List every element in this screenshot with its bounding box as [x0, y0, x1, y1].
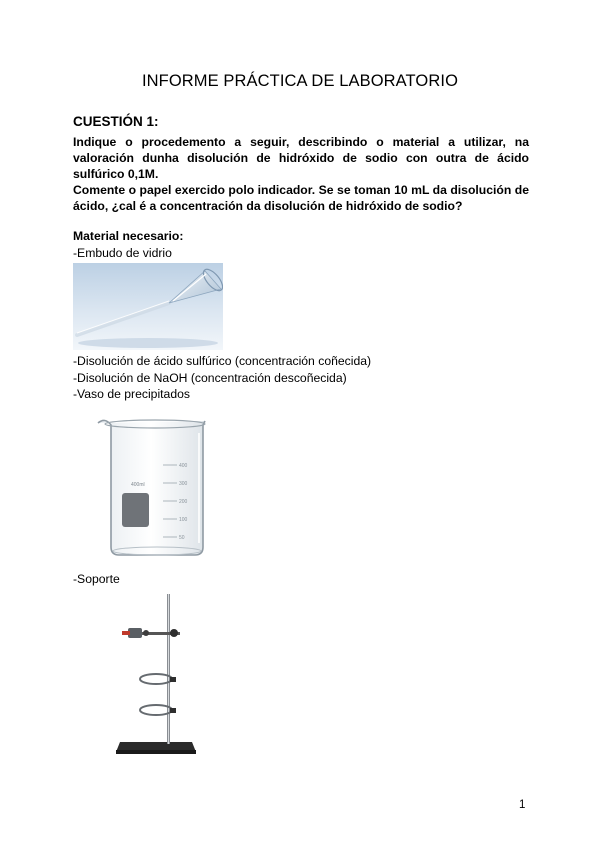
question-paragraph-2: Comente o papel exercido polo indicador. Se se toman 10 mL da disolución de ácido, ¿cal é a concentración da disolución de hidróxido de sodio?: [73, 183, 529, 213]
materials-heading: Material necesario:: [73, 229, 184, 243]
material-item-naoh: -Disolución de NaOH (concentración descoñecida): [73, 371, 347, 385]
page-title: INFORME PRÁCTICA DE LABORATORIO: [141, 72, 459, 90]
material-item-funnel: -Embudo de vidrio: [73, 246, 172, 260]
funnel-image: [73, 263, 223, 350]
material-item-stand: -Soporte: [73, 572, 120, 586]
lab-stand-image: [112, 592, 200, 758]
material-item-sulfuric-acid: -Disolución de ácido sulfúrico (concentración coñecida): [73, 354, 372, 368]
beaker-tick-200: 200: [179, 499, 188, 505]
beaker-tick-300: 300: [179, 481, 188, 487]
question-paragraph-1: Indique o procedemento a seguir, describindo o material a utilizar, na valoración dunha disolución de hidróxido de sodio con outra de ácido sulfúrico 0,1M.: [73, 135, 529, 181]
question-heading: CUESTIÓN 1:: [73, 114, 159, 129]
beaker-volume-label: 400ml: [131, 482, 145, 488]
question-body: [73, 134, 529, 214]
beaker-tick-400: 400: [179, 463, 188, 469]
material-item-beaker: -Vaso de precipitados: [73, 387, 190, 401]
beaker-image: [95, 413, 213, 559]
beaker-tick-100: 100: [179, 517, 188, 523]
beaker-tick-50: 50: [179, 535, 185, 541]
page-number: 1: [519, 799, 526, 811]
